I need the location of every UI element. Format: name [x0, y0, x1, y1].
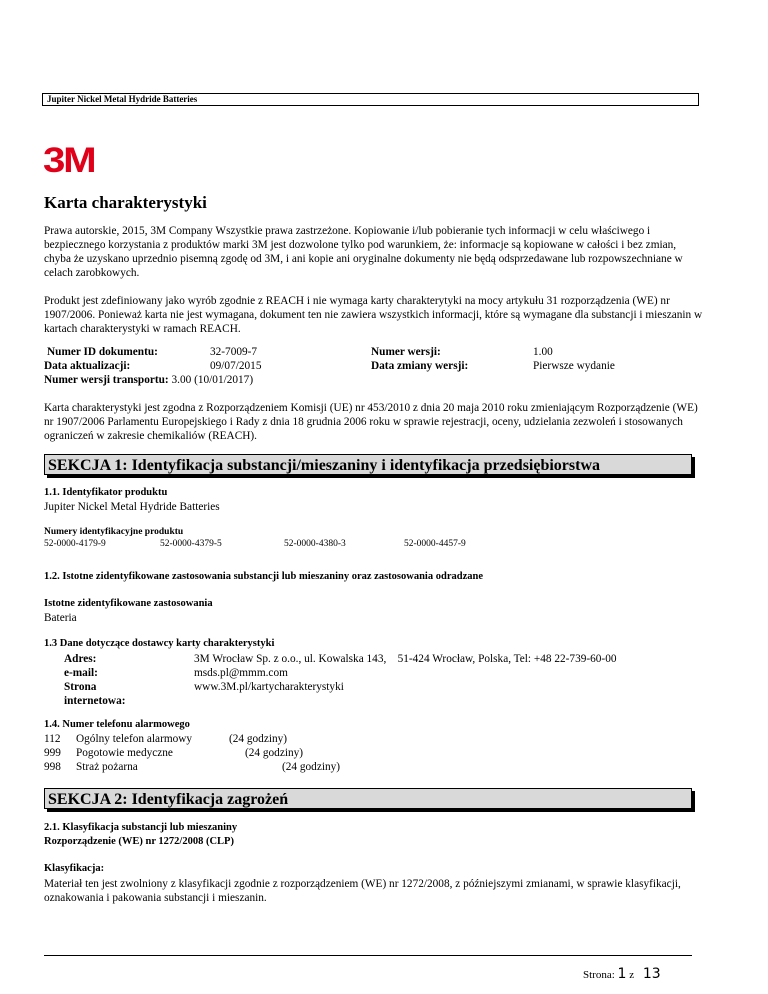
3m-logo: 3M: [43, 141, 95, 180]
page-number: 1: [617, 966, 627, 982]
header-product-box: [42, 93, 699, 106]
page-label: Strona:: [583, 969, 615, 981]
page-total: 13: [642, 966, 661, 982]
phone-2-name: Pogotowie medyczne: [76, 747, 173, 759]
doc-id-label: Numer ID dokumentu:: [47, 346, 158, 358]
compliance-paragraph: Karta charakterystyki jest zgodna z Rozporządzeniem Komisji (UE) nr 453/2010 z dnia 20 maja 2010 roku zmieniającym Rozporządzenie (WE) nr 1907/2006 Parlamentu Europejskiego i Rady z dnia 18 grudnia 2006 roku w sprawie rejestracji, oceny, udzielania zezwoleń i stosowanych ograniczeń w zakresie chemikaliów (REACH).: [44, 402, 698, 442]
page-of: z: [629, 969, 635, 981]
phone-1-num: 112: [44, 733, 61, 745]
s14-title: 1.4. Numer telefonu alarmowego: [44, 719, 190, 730]
product-id-4: 52-0000-4457-9: [404, 539, 466, 549]
s12-title: 1.2. Istotne zidentyfikowane zastosowania substancji lub mieszaniny oraz zastosowania odradzane: [44, 571, 483, 582]
update-date-value: 09/07/2015: [210, 360, 262, 372]
classification-text: Materiał ten jest zwolniony z klasyfikacji zgodnie z rozporządzeniem (WE) nr 1272/2008, z późniejszymi zmianami, w sprawie klasyfikacji, oznakowania i pakowania substancji i mieszanin.: [44, 878, 681, 904]
email-label: e-mail:: [64, 667, 98, 679]
section-2-header: SEKCJA 2: Identyfikacja zagrożeń: [44, 788, 692, 809]
product-id-2: 52-0000-4379-5: [160, 539, 222, 549]
version-label: Numer wersji:: [371, 346, 441, 358]
copyright-paragraph: Prawa autorskie, 2015, 3M Company Wszystkie prawa zastrzeżone. Kopiowanie i/lub pobieranie tych informacji w celu właściwego i bezpiecznego korzystania z produktów marki 3M jest dozwolone tylko pod warunkiem, że: informacje są kopiowane w całości i bez zmian, chyba że uzyskano uprzednio pisemną zgodę od 3M, i ani kopie ani oryginalne dokumenty nie będą odsprzedawane lub rozpowszechniane w celach zarobkowych.: [44, 225, 683, 279]
uses-label: Istotne zidentyfikowane zastosowania: [44, 598, 213, 609]
reach-paragraph: Produkt jest zdefiniowany jako wyrób zgodnie z REACH i nie wymaga karty charakterytyki na mocy artykułu 31 rozporządzenia (WE) nr 1907/2006. Ponieważ karta nie jest wymagana, dokument ten nie zawiera wszystkich informacji, które są wymagane dla substancji i mieszanin w kartach charakterystyki w ramach REACH.: [44, 295, 703, 335]
section-1-header: SEKCJA 1: Identyfikacja substancji/mieszaniny i identyfikacja przedsiębiorstwa: [44, 454, 692, 475]
version-value: 1.00: [533, 346, 553, 358]
phone-3-hours: (24 godziny): [282, 761, 341, 773]
header-product-name: Jupiter Nickel Metal Hydride Batteries: [47, 94, 198, 104]
transport-version-label: Numer wersji transportu:: [44, 374, 169, 386]
transport-version: [44, 373, 253, 387]
web-label-line1: Strona: [64, 681, 97, 693]
page-indicator: [583, 966, 661, 982]
product-id-3: 52-0000-4380-3: [284, 539, 346, 549]
footer-divider: [44, 955, 692, 956]
email-value[interactable]: msds.pl@mmm.com: [194, 667, 288, 679]
web-label-line2: internetowa:: [64, 695, 126, 707]
address-value: 3M Wrocław Sp. z o.o., ul. Kowalska 143, 51-424 Wrocław, Polska, Tel: +48 22-739-60-00: [194, 653, 617, 665]
phone-3-num: 998: [44, 761, 61, 773]
transport-version-value: 3.00 (10/01/2017): [171, 374, 254, 386]
uses-value: Bateria: [44, 612, 77, 624]
s13-title: 1.3 Dane dotyczące dostawcy karty charakterystyki: [44, 638, 275, 649]
phone-3-name: Straż pożarna: [76, 761, 138, 773]
s21-title: 2.1. Klasyfikacja substancji lub mieszaniny: [44, 822, 238, 833]
phone-2-num: 999: [44, 747, 61, 759]
s11-title: 1.1. Identyfikator produktu: [44, 487, 168, 498]
web-value[interactable]: www.3M.pl/kartycharakterystyki: [194, 681, 344, 693]
update-date-label: Data aktualizacji:: [44, 360, 131, 372]
product-ids-label: Numery identyfikacyjne produktu: [44, 527, 184, 537]
version-change-label: Data zmiany wersji:: [371, 360, 469, 372]
s11-product-name: Jupiter Nickel Metal Hydride Batteries: [44, 501, 220, 513]
phone-1-hours: (24 godziny): [229, 733, 288, 745]
doc-id-value: 32-7009-7: [210, 346, 258, 358]
address-label: Adres:: [64, 653, 97, 665]
s21-regulation: Rozporządzenie (WE) nr 1272/2008 (CLP): [44, 836, 234, 847]
phone-1-name: Ogólny telefon alarmowy: [76, 733, 193, 745]
classification-label: Klasyfikacja:: [44, 863, 105, 874]
version-change-value: Pierwsze wydanie: [533, 360, 615, 372]
product-id-1: 52-0000-4179-9: [44, 539, 106, 549]
phone-2-hours: (24 godziny): [245, 747, 304, 759]
document-title: Karta charakterystyki: [44, 193, 207, 212]
